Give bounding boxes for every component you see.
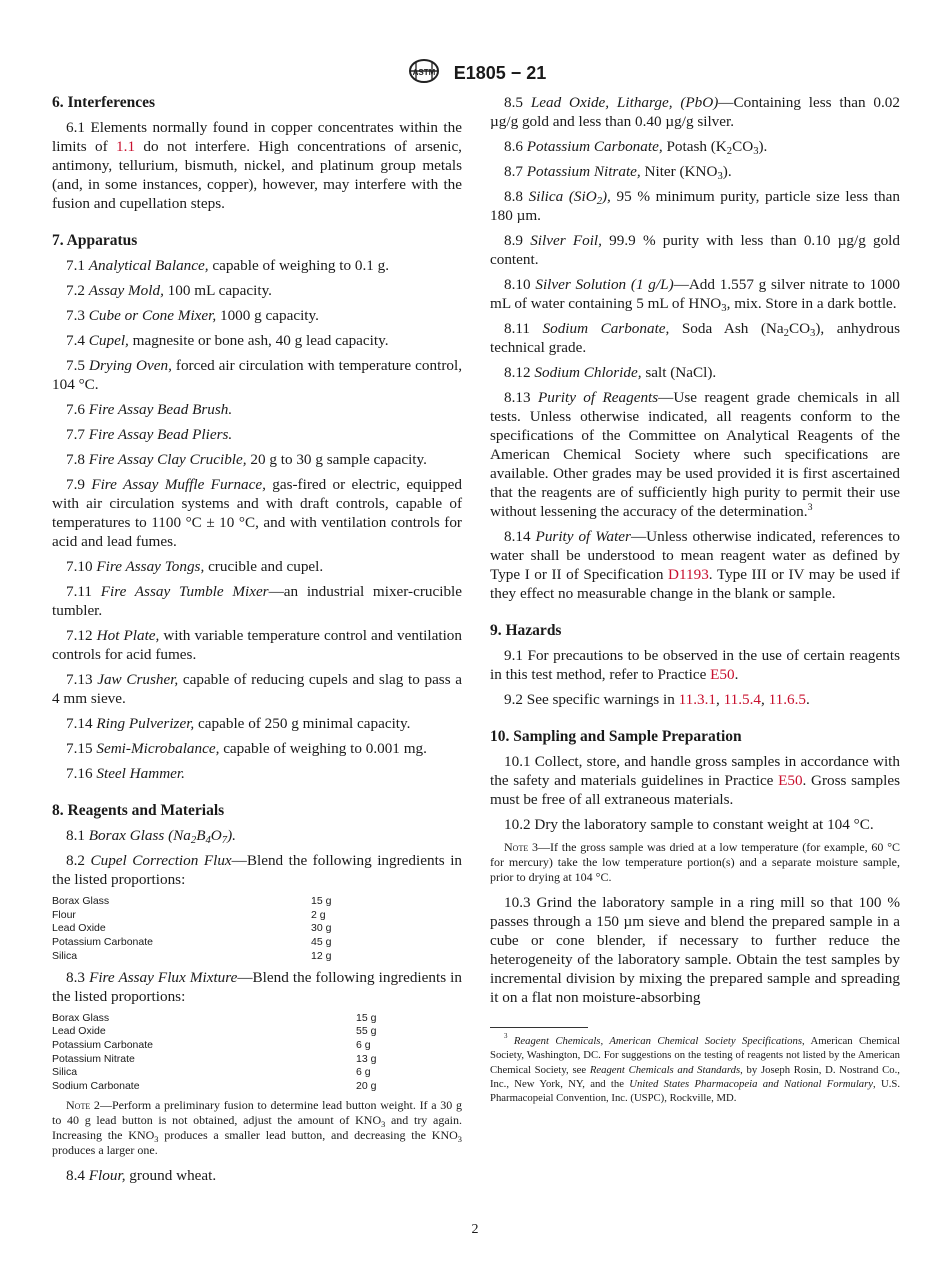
table-cell-qty: 45 g — [311, 936, 332, 949]
ref-link-1-1[interactable]: 1.1 — [116, 138, 136, 155]
table-cell-item: Flour — [52, 908, 76, 921]
table-cell-qty: 20 g — [356, 1080, 377, 1093]
table-row — [52, 1025, 462, 1039]
section-9-heading: 9. Hazards — [490, 622, 562, 639]
table-cell-item: Borax Glass — [52, 895, 110, 907]
table-cell-qty: 55 g — [356, 1025, 377, 1038]
table-row — [52, 1066, 462, 1080]
para-8-10: 8.10 Silver Solution (1 g/L)—Add 1.557 g silver nitrate to 1000 mL of water containing 5 mL of $HNO_3$, mix. Store in a dark bottle. — [490, 276, 900, 314]
section-6-heading: 6. Interferences — [52, 94, 156, 111]
left-column — [52, 93, 462, 1191]
para-8-4: 8.4 Flour, ground wheat. — [66, 1166, 217, 1184]
section-7-heading: 7. Apparatus — [52, 232, 138, 249]
table-cell-item: Potassium Carbonate — [52, 1038, 153, 1051]
para-10-3: 10.3 Grind the laboratory sample in a ring mill so that 100 % passes through a 150 µm sieve and blend the prepared sample in a cube or cone blender, if necessary to further reduce the heterogeneity of the laboratory sample. Obtain the test samples by incremental division by mixing the prepared sample and spreading it on a flat non moisture-absorbing — [490, 894, 900, 1006]
apparatus-item: 7.5 Drying Oven, forced air circulation with temperature control, 104 °C. — [52, 357, 462, 393]
table-cell-qty: 6 g — [356, 1038, 371, 1051]
para-6-1: 6.1 Elements normally found in copper concentrates within the limits of 1.1 do not interfere. High concentrations of arsenic, antimony, tellurium, bismuth, nickel, and platinum group metals (and, in some instances, copper), however, may interfere with the fusion and cupellation steps. — [52, 119, 462, 212]
note-3: Note 3—If the gross sample was dried at a low temperature (for example, 60 °C for mercury) take the low temperature portion(s) and a separate moisture sample, prior to drying at 104 °C. — [490, 840, 901, 884]
apparatus-item: 7.15 Semi-Microbalance, capable of weighing to 0.001 mg. — [66, 740, 427, 757]
apparatus-item: 7.6 Fire Assay Bead Brush. — [66, 401, 233, 418]
ref-link-e50[interactable]: E50 — [710, 666, 735, 683]
para-8-1: 8.1 Borax Glass $(Na_2B_4O_7)$. — [66, 827, 236, 846]
table-cell-item: Silica — [52, 1066, 78, 1079]
table-cell-item: Potassium Nitrate — [52, 1052, 135, 1065]
table-cell-item: Borax Glass — [52, 1011, 110, 1024]
table-row — [52, 1012, 462, 1026]
para-9-1: 9.1 For precautions to be observed in the use of certain reagents in this test method, refer to Practice E50. — [490, 647, 900, 683]
note-2: Note 2—Perform a preliminary fusion to determine lead button weight. If a 30 g to 40 g lead button is not obtained, adjust the amount of $KNO_3$ and try again. Increasing the $KNO_3$ produces a smaller lead button, and decreasing the $KNO_3$ produces a larger one. — [52, 1097, 463, 1157]
flux-mixture-table — [52, 1012, 462, 1094]
ref-link-e50-2[interactable]: E50 — [778, 772, 803, 789]
para-8-9: 8.9 Silver Foil, 99.9 % purity with less than 0.10 µg/g gold content. — [490, 232, 900, 268]
footnote-divider — [490, 1027, 588, 1028]
apparatus-item: 7.8 Fire Assay Clay Crucible, 20 g to 30 g sample capacity. — [66, 451, 427, 468]
para-10-2: 10.2 Dry the laboratory sample to constant weight at 104 °C. — [504, 816, 874, 833]
apparatus-item: 7.10 Fire Assay Tongs, crucible and cupel. — [66, 558, 324, 575]
table-row — [52, 909, 462, 923]
section-8-heading: 8. Reagents and Materials — [52, 802, 225, 819]
ref-link-d1193[interactable]: D1193 — [668, 566, 709, 583]
apparatus-item: 7.7 Fire Assay Bead Pliers. — [66, 426, 233, 443]
table-row — [52, 1080, 462, 1094]
table-cell-qty: 12 g — [311, 949, 332, 962]
para-8-5: 8.5 Lead Oxide, Litharge, (PbO)—Containing less than 0.02 µg/g gold and less than 0.40 µg/g silver. — [490, 94, 900, 130]
table-cell-qty: 2 g — [311, 908, 326, 921]
para-8-6: 8.6 Potassium Carbonate, Potash $(K_2CO_3)$. — [504, 138, 768, 157]
para-9-2: 9.2 See specific warnings in 11.3.1, 11.5.4, 11.6.5. — [504, 691, 810, 708]
apparatus-list — [52, 256, 462, 783]
para-8-8: 8.8 Silica (SiO$_2$), 95 % minimum purity, particle size less than 180 µm. — [490, 188, 900, 224]
table-cell-qty: 15 g — [311, 895, 332, 907]
para-8-12: 8.12 Sodium Chloride, salt (NaCl). — [504, 364, 717, 381]
table-row — [52, 950, 462, 964]
ref-link-11-6-5[interactable]: 11.6.5 — [768, 691, 807, 708]
table-row — [52, 922, 462, 936]
para-8-3: 8.3 Fire Assay Flux Mixture—Blend the following ingredients in the listed proportions: — [52, 968, 463, 1005]
apparatus-item: 7.13 Jaw Crusher, capable of reducing cupels and slag to pass a 4 mm sieve. — [52, 671, 463, 707]
para-8-11: 8.11 Sodium Carbonate, Soda Ash $(Na_2CO_3)$, anhydrous technical grade. — [490, 320, 900, 356]
table-row — [52, 895, 462, 909]
footnote-3: $^3$ Reagent Chemicals, American Chemical Society Specifications, American Chemical Society, Washington, DC. For suggestions on the testing of reagents not listed by the American Chemical Society, see Reagent Chemicals and Standards, by Joseph Rosin, D. Nostrand Co., Inc., New York, NY, and the United States Pharmacopeia and National Formulary, U.S. Pharmacopeial Convention, Inc. (USPC), Rockville, MD. — [490, 1032, 901, 1105]
astm-logo-icon — [404, 58, 444, 89]
section-10-heading: 10. Sampling and Sample Preparation — [490, 728, 742, 745]
apparatus-item: 7.4 Cupel, magnesite or bone ash, 40 g lead capacity. — [66, 332, 389, 349]
table-row — [52, 936, 462, 950]
ref-link-11-5-4[interactable]: 11.5.4 — [723, 691, 762, 708]
apparatus-item: 7.16 Steel Hammer. — [66, 765, 185, 782]
page-header — [0, 58, 950, 89]
table-row — [52, 1053, 462, 1067]
table-cell-qty: 30 g — [311, 922, 332, 935]
para-8-14: 8.14 Purity of Water—Unless otherwise indicated, references to water shall be understood to mean reagent water as defined by Type I or II of Specification D1193. Type III or IV may be used if they effect no measurable change in the blank or sample. — [490, 528, 901, 602]
ref-link-11-3-1[interactable]: 11.3.1 — [678, 691, 717, 708]
cupel-flux-table — [52, 895, 462, 964]
apparatus-item: 7.9 Fire Assay Muffle Furnace, gas-fired or electric, equipped with air circulation systems and with draft controls, capable of temperatures to 1100 °C ± 10 °C, and with ventilation controls for acid and lead fumes. — [52, 476, 462, 550]
para-8-13: 8.13 Purity of Reagents—Use reagent grade chemicals in all tests. Unless otherwise indicated, all reagents conform to the specifications of the Committee on Analytical Reagents of the American Chemical Society where such specifications are available. Other grades may be used provided it is first ascertained that the reagents are of sufficiently high purity to permit their use without lessening the accuracy of the determination.$^3$ — [490, 389, 901, 520]
table-cell-item: Lead Oxide — [52, 1025, 106, 1038]
apparatus-item: 7.11 Fire Assay Tumble Mixer—an industrial mixer-crucible tumbler. — [52, 583, 463, 619]
table-cell-item: Lead Oxide — [52, 922, 106, 935]
table-cell-qty: 13 g — [356, 1052, 377, 1065]
apparatus-item: 7.3 Cube or Cone Mixer, 1000 g capacity. — [66, 307, 319, 324]
table-cell-qty: 6 g — [356, 1066, 371, 1079]
para-10-1: 10.1 Collect, store, and handle gross samples in accordance with the safety and materials guidelines in Practice E50. Gross samples must be free of all extraneous materials. — [490, 753, 901, 808]
right-column — [490, 93, 900, 1105]
table-cell-item: Potassium Carbonate — [52, 936, 153, 949]
apparatus-item: 7.14 Ring Pulverizer, capable of 250 g minimal capacity. — [66, 715, 411, 732]
page-number: 2 — [471, 1222, 479, 1237]
footnote-ref-3[interactable]: 3 — [807, 502, 813, 513]
table-cell-item: Silica — [52, 949, 78, 962]
table-cell-item: Sodium Carbonate — [52, 1080, 140, 1093]
apparatus-item: 7.12 Hot Plate, with variable temperature control and ventilation controls for acid fumes. — [52, 627, 462, 663]
document-code: E1805 − 21 — [453, 63, 547, 83]
svg-text:ASTM: ASTM — [412, 68, 436, 77]
para-8-7: 8.7 Potassium Nitrate, Niter $(KNO_3)$. — [504, 163, 732, 182]
table-row — [52, 1039, 462, 1053]
apparatus-item: 7.1 Analytical Balance, capable of weighing to 0.1 g. — [66, 257, 390, 274]
apparatus-item: 7.2 Assay Mold, 100 mL capacity. — [66, 282, 272, 299]
table-cell-qty: 15 g — [356, 1011, 377, 1024]
para-8-2: 8.2 Cupel Correction Flux—Blend the following ingredients in the listed proportions: — [52, 852, 463, 888]
